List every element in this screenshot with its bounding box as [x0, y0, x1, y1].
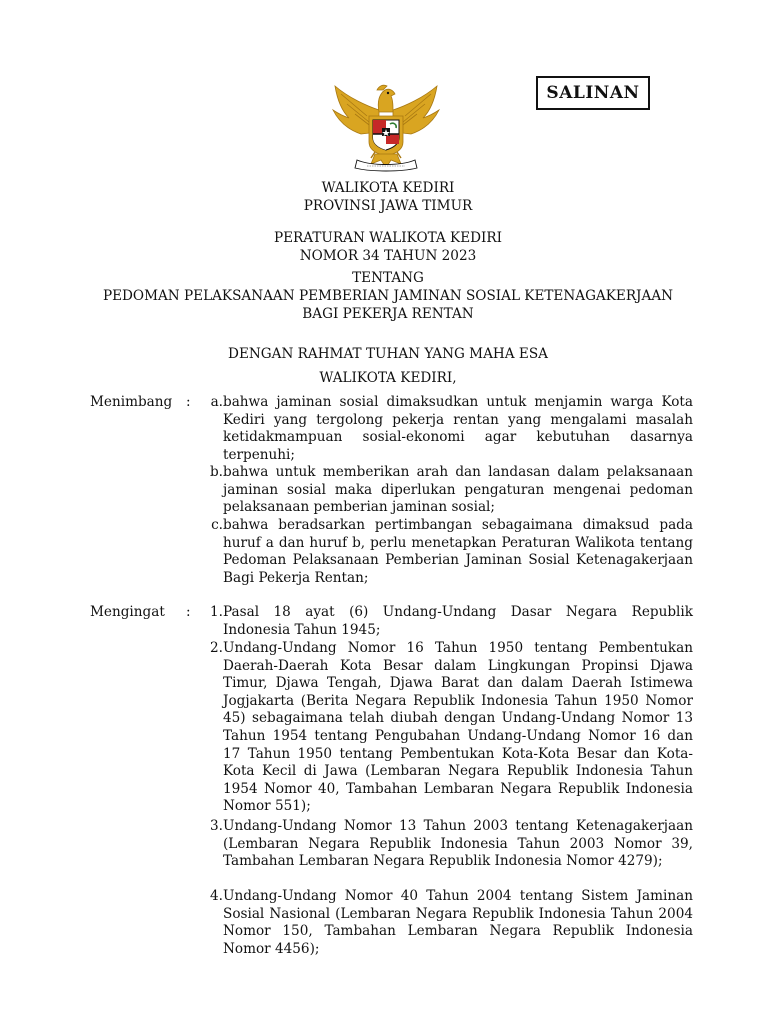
salinan-stamp: SALINAN	[536, 76, 650, 110]
menimbang-item-c	[205, 517, 693, 587]
menimbang-label: Menimbang	[90, 394, 173, 410]
header-mayor: WALIKOTA KEDIRI	[321, 180, 455, 196]
item-marker: c.	[211, 517, 223, 533]
preamble-line1: DENGAN RAHMAT TUHAN YANG MAHA ESA	[228, 346, 548, 362]
mengingat-item-4	[205, 888, 693, 958]
item-marker: 3.	[210, 818, 223, 834]
mengingat-item-2	[205, 640, 693, 816]
item-text: bahwa jaminan sosial dimaksudkan untuk menjamin warga Kota Kediri yang tergolong pekerja rentan yang mengalami masalah ketidakmampuan sosial-ekonomi agar kebutuhan dasarnya terpenuhi;	[223, 394, 693, 463]
item-marker: b.	[209, 464, 223, 480]
menimbang-item-b	[205, 464, 693, 517]
item-text: Pasal 18 ayat (6) Undang-Undang Dasar Negara Republik Indonesia Tahun 1945;	[223, 604, 693, 638]
mengingat-item-3	[205, 818, 693, 871]
item-marker: 1.	[210, 604, 223, 620]
item-marker: 2.	[210, 640, 223, 656]
item-text: bahwa untuk memberikan arah dan landasan dalam pelaksanaan jaminan sosial maka diperlukan pengaturan mengenai pedoman pelaksanaan pemberian jaminan sosial;	[223, 464, 693, 516]
item-text: Undang-Undang Nomor 16 Tahun 1950 tentang Pembentukan Daerah-Daerah Kota Besar dalam Lingkungan Propinsi Djawa Timur, Djawa Tengah, Djawa Barat dan dalam Daerah Istimewa Jogjakarta (Berita Negara Republik Indonesia Tahun 1950 Nomor 45) sebagaimana telah diubah dengan Undang-Undang Nomor 13 Tahun 1954 tentang Pengubahan Undang-Undang Nomor 16 dan 17 Tahun 1950 tentang Pembentukan Kota-Kota Besar dan Kota-Kota Kecil di Jawa (Lembaran Negara Republik Indonesia Tahun 1954 Nomor 40, Tambahan Lembaran Negara Republik Indonesia Nomor 551);	[223, 640, 693, 815]
item-text: Undang-Undang Nomor 13 Tahun 2003 tentang Ketenagakerjaan (Lembaran Negara Republik Indonesia Tahun 2003 Nomor 39, Tambahan Lembaran Negara Republik Indonesia Nomor 4279);	[223, 818, 693, 870]
mengingat-item-1	[205, 604, 693, 639]
menimbang-colon: :	[186, 394, 191, 410]
garuda-emblem-icon	[327, 80, 445, 172]
regulation-subject-line2: BAGI PEKERJA RENTAN	[302, 306, 474, 322]
regulation-number: NOMOR 34 TAHUN 2023	[299, 248, 477, 264]
regulation-subject-line1: PEDOMAN PELAKSANAAN PEMBERIAN JAMINAN SOSIAL KETENAGAKERJAAN	[102, 288, 674, 304]
item-marker: 4.	[210, 888, 223, 904]
header-province: PROVINSI JAWA TIMUR	[303, 198, 473, 214]
item-text: bahwa beradsarkan pertimbangan sebagaimana dimaksud pada huruf a dan huruf b, perlu menetapkan Peraturan Walikota tentang Pedoman Pelaksanaan Pemberian Jaminan Sosial Ketenagakerjaan Bagi Pekerja Rentan;	[223, 517, 693, 586]
item-marker: a.	[210, 394, 223, 410]
item-text: Undang-Undang Nomor 40 Tahun 2004 tentang Sistem Jaminan Sosial Nasional (Lembaran Negara Republik Indonesia Tahun 2004 Nomor 150, Tambahan Lembaran Negara Republik Indonesia Nomor 4456);	[223, 888, 693, 957]
mengingat-colon: :	[186, 604, 191, 620]
regulation-about: TENTANG	[352, 270, 424, 286]
mengingat-label: Mengingat	[90, 604, 165, 620]
menimbang-item-a	[205, 394, 693, 464]
regulation-title: PERATURAN WALIKOTA KEDIRI	[273, 230, 503, 246]
preamble-line2: WALIKOTA KEDIRI,	[319, 370, 457, 386]
